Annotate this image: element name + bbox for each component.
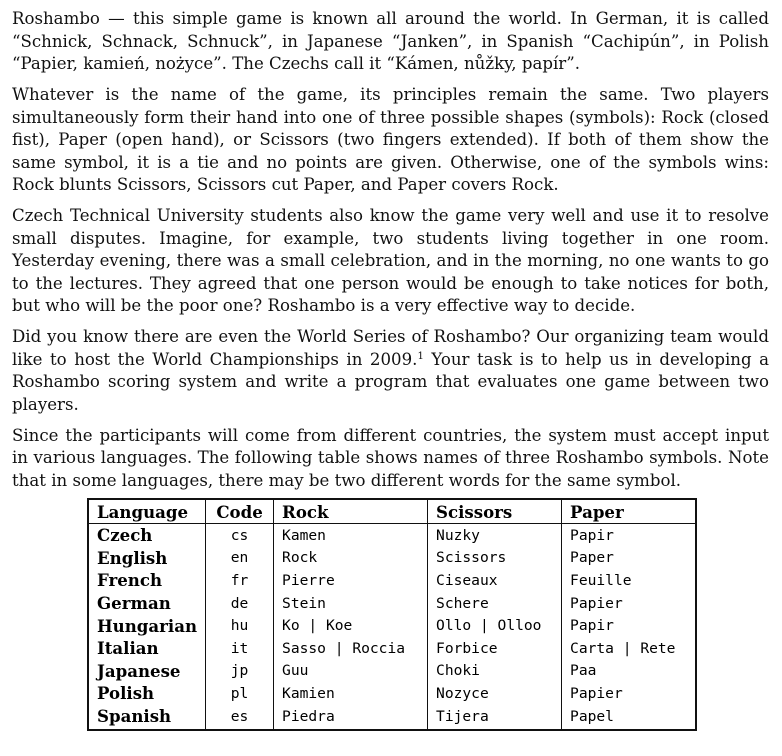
header-code: Code <box>206 499 274 524</box>
cell-scissors: Forbice <box>428 637 562 660</box>
table-body <box>88 524 696 731</box>
table-row <box>88 547 696 570</box>
table-row <box>88 682 696 705</box>
cell-scissors: Choki <box>428 660 562 683</box>
cell-code: de <box>206 592 274 615</box>
cell-code: pl <box>206 682 274 705</box>
cell-code: es <box>206 705 274 731</box>
table-row <box>88 660 696 683</box>
cell-rock: Rock <box>274 547 428 570</box>
paragraph-rules: Whatever is the name of the game, its principles remain the same. Two players simultaneously form their hand into one of three possible shapes (symbols): Rock (closed fist), Paper (open hand), or Scissors (two fingers extended). If both of them show the same symbol, it is a tie and no points are given. Otherwise, one of the symbols wins: Rock blunts Scissors, Scissors cut Paper, and Paper covers Rock. <box>12 85 769 194</box>
cell-scissors: Schere <box>428 592 562 615</box>
cell-code: en <box>206 547 274 570</box>
table-row <box>88 705 696 731</box>
cell-rock: Piedra <box>274 705 428 731</box>
cell-code: cs <box>206 524 274 547</box>
cell-rock: Ko | Koe <box>274 614 428 637</box>
cell-paper: Paper <box>562 547 697 570</box>
cell-rock: Kamien <box>274 682 428 705</box>
header-scissors: Scissors <box>428 499 562 524</box>
cell-language: Hungarian <box>97 615 198 636</box>
cell-scissors: Ciseaux <box>428 569 562 592</box>
cell-scissors: Ollo | Olloo <box>428 614 562 637</box>
cell-rock: Guu <box>274 660 428 683</box>
cell-paper: Papel <box>562 705 697 731</box>
cell-language: English <box>97 547 168 568</box>
table-row <box>88 614 696 637</box>
cell-code: it <box>206 637 274 660</box>
paragraph-intro: Roshambo — this simple game is known all around the world. In German, it is called “Schnick, Schnack, Schnuck”, in Japanese “Janken”, in Spanish “Cachipún”, in Polish “Papier, kamień, nożyce”. The Czechs call it “Kámen, nůžky, papír”. <box>12 9 769 73</box>
header-language: Language <box>88 499 206 524</box>
cell-paper: Papir <box>562 524 697 547</box>
cell-language: Polish <box>97 683 155 704</box>
cell-code: jp <box>206 660 274 683</box>
cell-language: Spanish <box>97 706 172 727</box>
cell-scissors: Nozyce <box>428 682 562 705</box>
cell-language: Japanese <box>97 660 181 681</box>
cell-paper: Feuille <box>562 569 697 592</box>
cell-language: German <box>97 593 171 614</box>
cell-scissors: Tijera <box>428 705 562 731</box>
document-page <box>12 8 769 501</box>
symbols-table <box>87 498 697 731</box>
table-header-row <box>88 499 696 524</box>
table-row <box>88 637 696 660</box>
symbols-table-container <box>87 498 697 731</box>
header-rock: Rock <box>274 499 428 524</box>
cell-paper: Paa <box>562 660 697 683</box>
cell-rock: Kamen <box>274 524 428 547</box>
paragraph-world-series-after: Your task is to help us in developing a Roshambo scoring system and write a program that evaluates one game between two players. <box>12 349 769 414</box>
cell-paper: Papier <box>562 592 697 615</box>
cell-code: hu <box>206 614 274 637</box>
cell-paper: Papir <box>562 614 697 637</box>
footnote-mark: 1 <box>417 350 424 362</box>
paragraph-languages: Since the participants will come from different countries, the system must accept input in various languages. The following table shows names of three Roshambo symbols. Note that in some languages, there may be two different words for the same symbol. <box>12 425 769 490</box>
cell-language: Italian <box>97 638 159 659</box>
paragraph-world-series-before: Did you know there are even the World Series of Roshambo? Our organizing team would like to host the World Championships in 2009. <box>12 327 769 369</box>
cell-rock: Sasso | Roccia <box>274 637 428 660</box>
table-row <box>88 569 696 592</box>
cell-rock: Pierre <box>274 569 428 592</box>
cell-paper: Carta | Rete <box>562 637 697 660</box>
cell-paper: Papier <box>562 682 697 705</box>
cell-scissors: Nuzky <box>428 524 562 547</box>
paragraph-students: Czech Technical University students also know the game very well and use it to resolve small disputes. Imagine, for example, two students living together in one room. Yesterday evening, there was a small celebration, and in the morning, no one wants to go to the lectures. They agreed that one person would be enough to take notices for both, but who will be the poor one? Roshambo is a very effective way to decide. <box>12 206 769 315</box>
cell-language: French <box>97 570 163 591</box>
header-paper: Paper <box>562 499 697 524</box>
cell-code: fr <box>206 569 274 592</box>
cell-rock: Stein <box>274 592 428 615</box>
cell-language: Czech <box>97 525 153 546</box>
cell-scissors: Scissors <box>428 547 562 570</box>
table-row <box>88 524 696 547</box>
paragraph-world-series <box>12 326 769 416</box>
table-row <box>88 592 696 615</box>
